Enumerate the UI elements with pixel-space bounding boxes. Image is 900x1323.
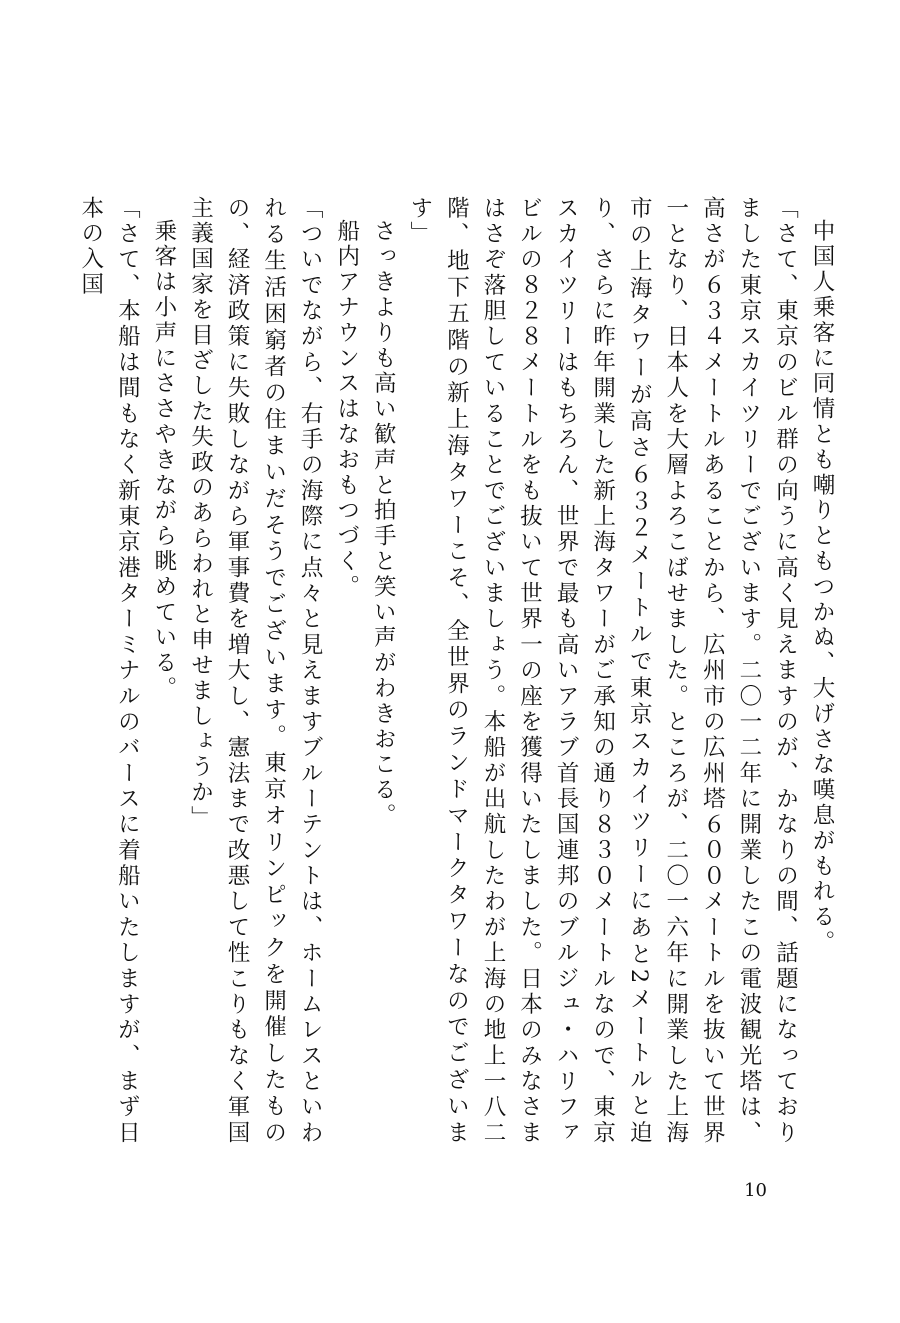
page-number: 10: [744, 1180, 767, 1201]
paragraph-announcement-skytree: 「さて、東京のビル群の向うに高く見えますのが、かなりの間、話題になっておりました東京スカイツリーでございます。二〇一二年に開業したこの電波観光塔は、高さが６３４メートルあることから、広州市の広州塔６００メートルを抜いて世界一となり、日本人を大層よろこばせました。ところが、二〇一六年に開業した上海市の上海タワーが高さ６３２メートルで東京スカイツリーにあと2メートルと迫り、さらに昨年開業した新上海タワーがご承知の通り８３０メートルなので、東京スカイツリーはもちろん、世界で最も高いアラブ首長国連邦のブルジュ・ハリファビルの８２８メートルをも抜いて世界一の座を獲得いたしました。日本のみなさまはさぞ落胆していることでございましょう。本船が出航したわが上海の地上一八二階、地下五階の新上海タワーこそ、全世界のランドマークタワーなのでございます」: [406, 196, 799, 1146]
paragraph-announcement-arrival: 「さて、本船は間もなく新東京港ターミナルのバースに着船いたしますが、まず日本の入国: [77, 196, 141, 1146]
paragraph-narration-sigh: 中国人乗客に同情とも嘲りともつかぬ、大げさな嘆息がもれる。: [809, 218, 835, 956]
paragraph-narration-cheers: さっきよりも高い歓声と拍手と笑い声がわきおこる。: [370, 218, 397, 829]
paragraph-narration-whisper: 乗客は小声にささやきながら眺めている。: [150, 218, 177, 702]
paragraph-announcement-blue-tents: 「ついでながら、右手の海際に点々と見えますブルーテントは、ホームレスといわれる生活困窮者の住まいだそうでございます。東京オリンピックを開催したものの、経済政策に失敗しながら軍事費を増大し、憲法まで改悪して性こりもなく軍国主義国家を目ざした失政のあらわれと申せましょうか」: [187, 196, 324, 1146]
paragraph-narration-announcement: 船内アナウンスはなおもつづく。: [333, 218, 360, 600]
vertical-text-block: [77, 196, 840, 1146]
